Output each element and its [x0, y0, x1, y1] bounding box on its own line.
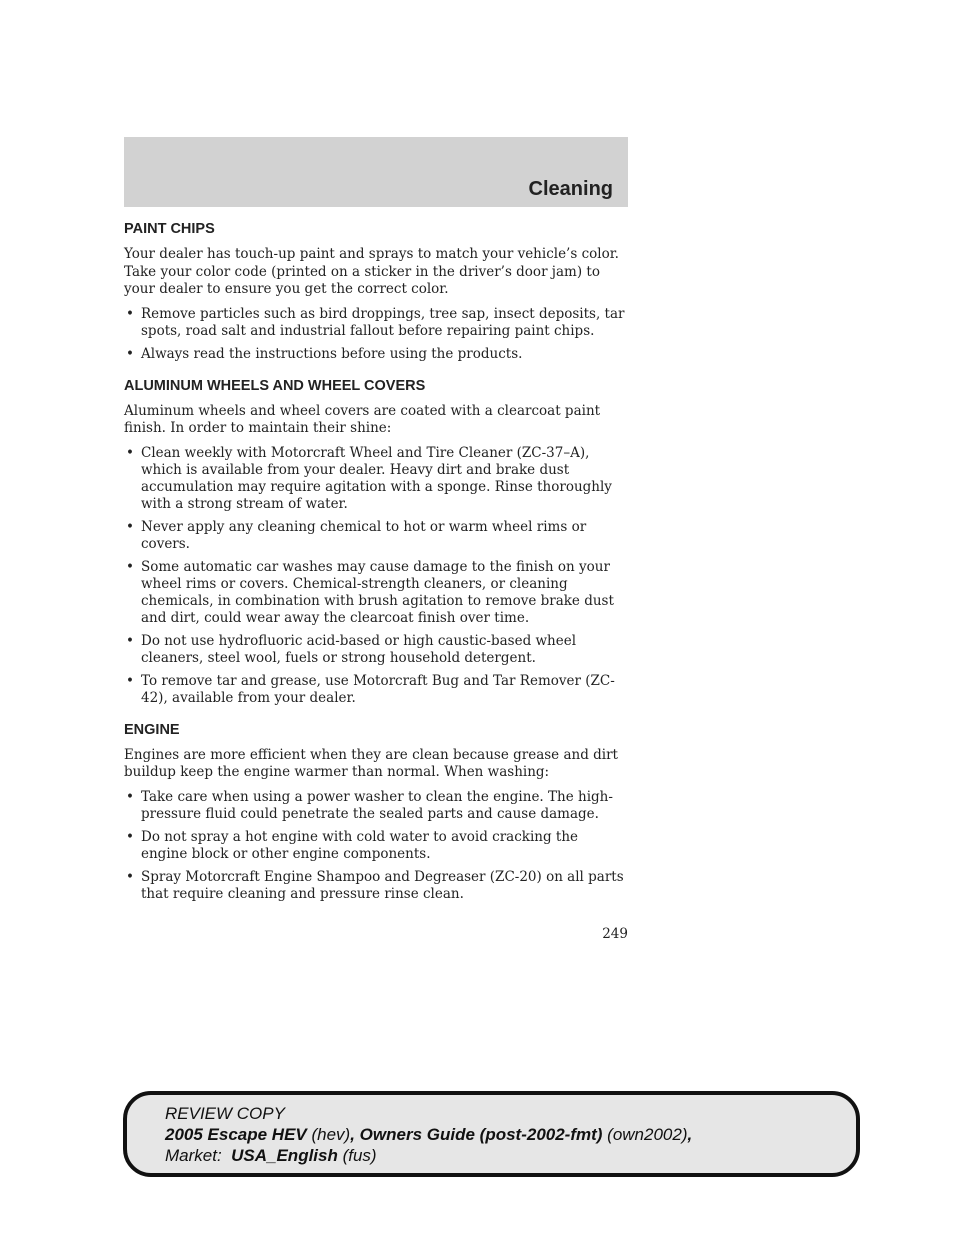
list-item-text: Some automatic car washes may cause damage to the finish on your wheel rims or covers. Chemical-strength cleaners, or cleaning chemicals, in combination with brush agitation to remove brake dust and dirt, could wear away the clearcoat finish over time. [141, 558, 614, 626]
model-name: 2005 Escape HEV [165, 1125, 307, 1144]
list-item [124, 829, 628, 863]
review-copy-box [123, 1091, 860, 1177]
list-item [124, 346, 628, 363]
bullet-icon: • [126, 518, 134, 535]
list-item-text: Do not use hydrofluoric acid-based or high caustic-based wheel cleaners, steel wool, fuels or strong household detergent. [141, 632, 577, 666]
market-code: (fus) [337, 1146, 377, 1165]
main-content [124, 220, 628, 917]
bullet-icon: • [126, 672, 134, 689]
list-item [124, 633, 628, 667]
section-heading: ENGINE [124, 721, 180, 738]
list-item-text: To remove tar and grease, use Motorcraft Bug and Tar Remover (ZC-42), available from your dealer. [141, 672, 615, 706]
list-item-text: Clean weekly with Motorcraft Wheel and Tire Cleaner (ZC-37–A), which is available from your dealer. Heavy dirt and brake dust accumulation may require agitation with a sponge. Rinse thoroughly with a strong stream of water. [141, 444, 612, 512]
guide-name: , Owners Guide (post-2002-fmt) [350, 1125, 603, 1144]
list-item [124, 673, 628, 707]
list-item-text: Always read the instructions before using the products. [141, 345, 523, 362]
list-item-text: Remove particles such as bird droppings, tree sap, insect deposits, tar spots, road salt and industrial fallout before repairing paint chips. [141, 305, 625, 339]
bullet-list [124, 789, 628, 903]
section-aluminum-wheels [124, 377, 628, 707]
market-label: Market: [165, 1146, 232, 1165]
bullet-icon: • [126, 632, 134, 649]
list-item [124, 559, 628, 627]
section-paint-chips [124, 220, 628, 363]
section-paragraph: Engines are more efficient when they are clean because grease and dirt buildup keep the engine warmer than normal. When washing: [124, 746, 618, 780]
list-item [124, 789, 628, 823]
page-number: 249 [602, 926, 628, 942]
list-item-text: Do not spray a hot engine with cold water to avoid cracking the engine block or other engine components. [141, 828, 579, 862]
separator-comma: , [687, 1125, 693, 1144]
section-header-band [124, 137, 628, 207]
list-item [124, 519, 628, 553]
section-heading: ALUMINUM WHEELS AND WHEEL COVERS [124, 377, 426, 394]
list-item [124, 445, 628, 513]
list-item-text: Never apply any cleaning chemical to hot or warm wheel rims or covers. [141, 518, 587, 552]
bullet-icon: • [126, 558, 134, 575]
section-paragraph: Your dealer has touch-up paint and sprays to match your vehicle’s color. Take your color code (printed on a sticker in the driver’s door jam) to your dealer to ensure you get the correct color. [124, 246, 619, 297]
list-item [124, 306, 628, 340]
bullet-icon: • [126, 868, 134, 885]
section-paragraph: Aluminum wheels and wheel covers are coated with a clearcoat paint finish. In order to maintain their shine: [124, 402, 601, 436]
section-heading: PAINT CHIPS [124, 221, 215, 237]
bullet-icon: • [126, 305, 134, 322]
list-item-text: Take care when using a power washer to clean the engine. The high-pressure fluid could penetrate the sealed parts and cause damage. [141, 788, 613, 822]
bullet-icon: • [126, 345, 134, 362]
document-info-line [165, 1124, 692, 1145]
model-code: (hev) [306, 1125, 351, 1144]
market-info-line [165, 1145, 692, 1166]
list-item [124, 869, 628, 903]
bullet-list [124, 306, 628, 363]
market-name: USA_English [231, 1146, 338, 1165]
guide-code: (own2002) [602, 1125, 688, 1144]
list-item-text: Spray Motorcraft Engine Shampoo and Degreaser (ZC-20) on all parts that require cleaning and pressure rinse clean. [141, 868, 624, 902]
bullet-list [124, 445, 628, 707]
bullet-icon: • [126, 828, 134, 845]
review-copy-text [165, 1103, 692, 1166]
review-copy-label: REVIEW COPY [165, 1104, 285, 1123]
section-engine [124, 721, 628, 903]
section-title: Cleaning [528, 178, 613, 200]
bullet-icon: • [126, 444, 134, 461]
bullet-icon: • [126, 788, 134, 805]
